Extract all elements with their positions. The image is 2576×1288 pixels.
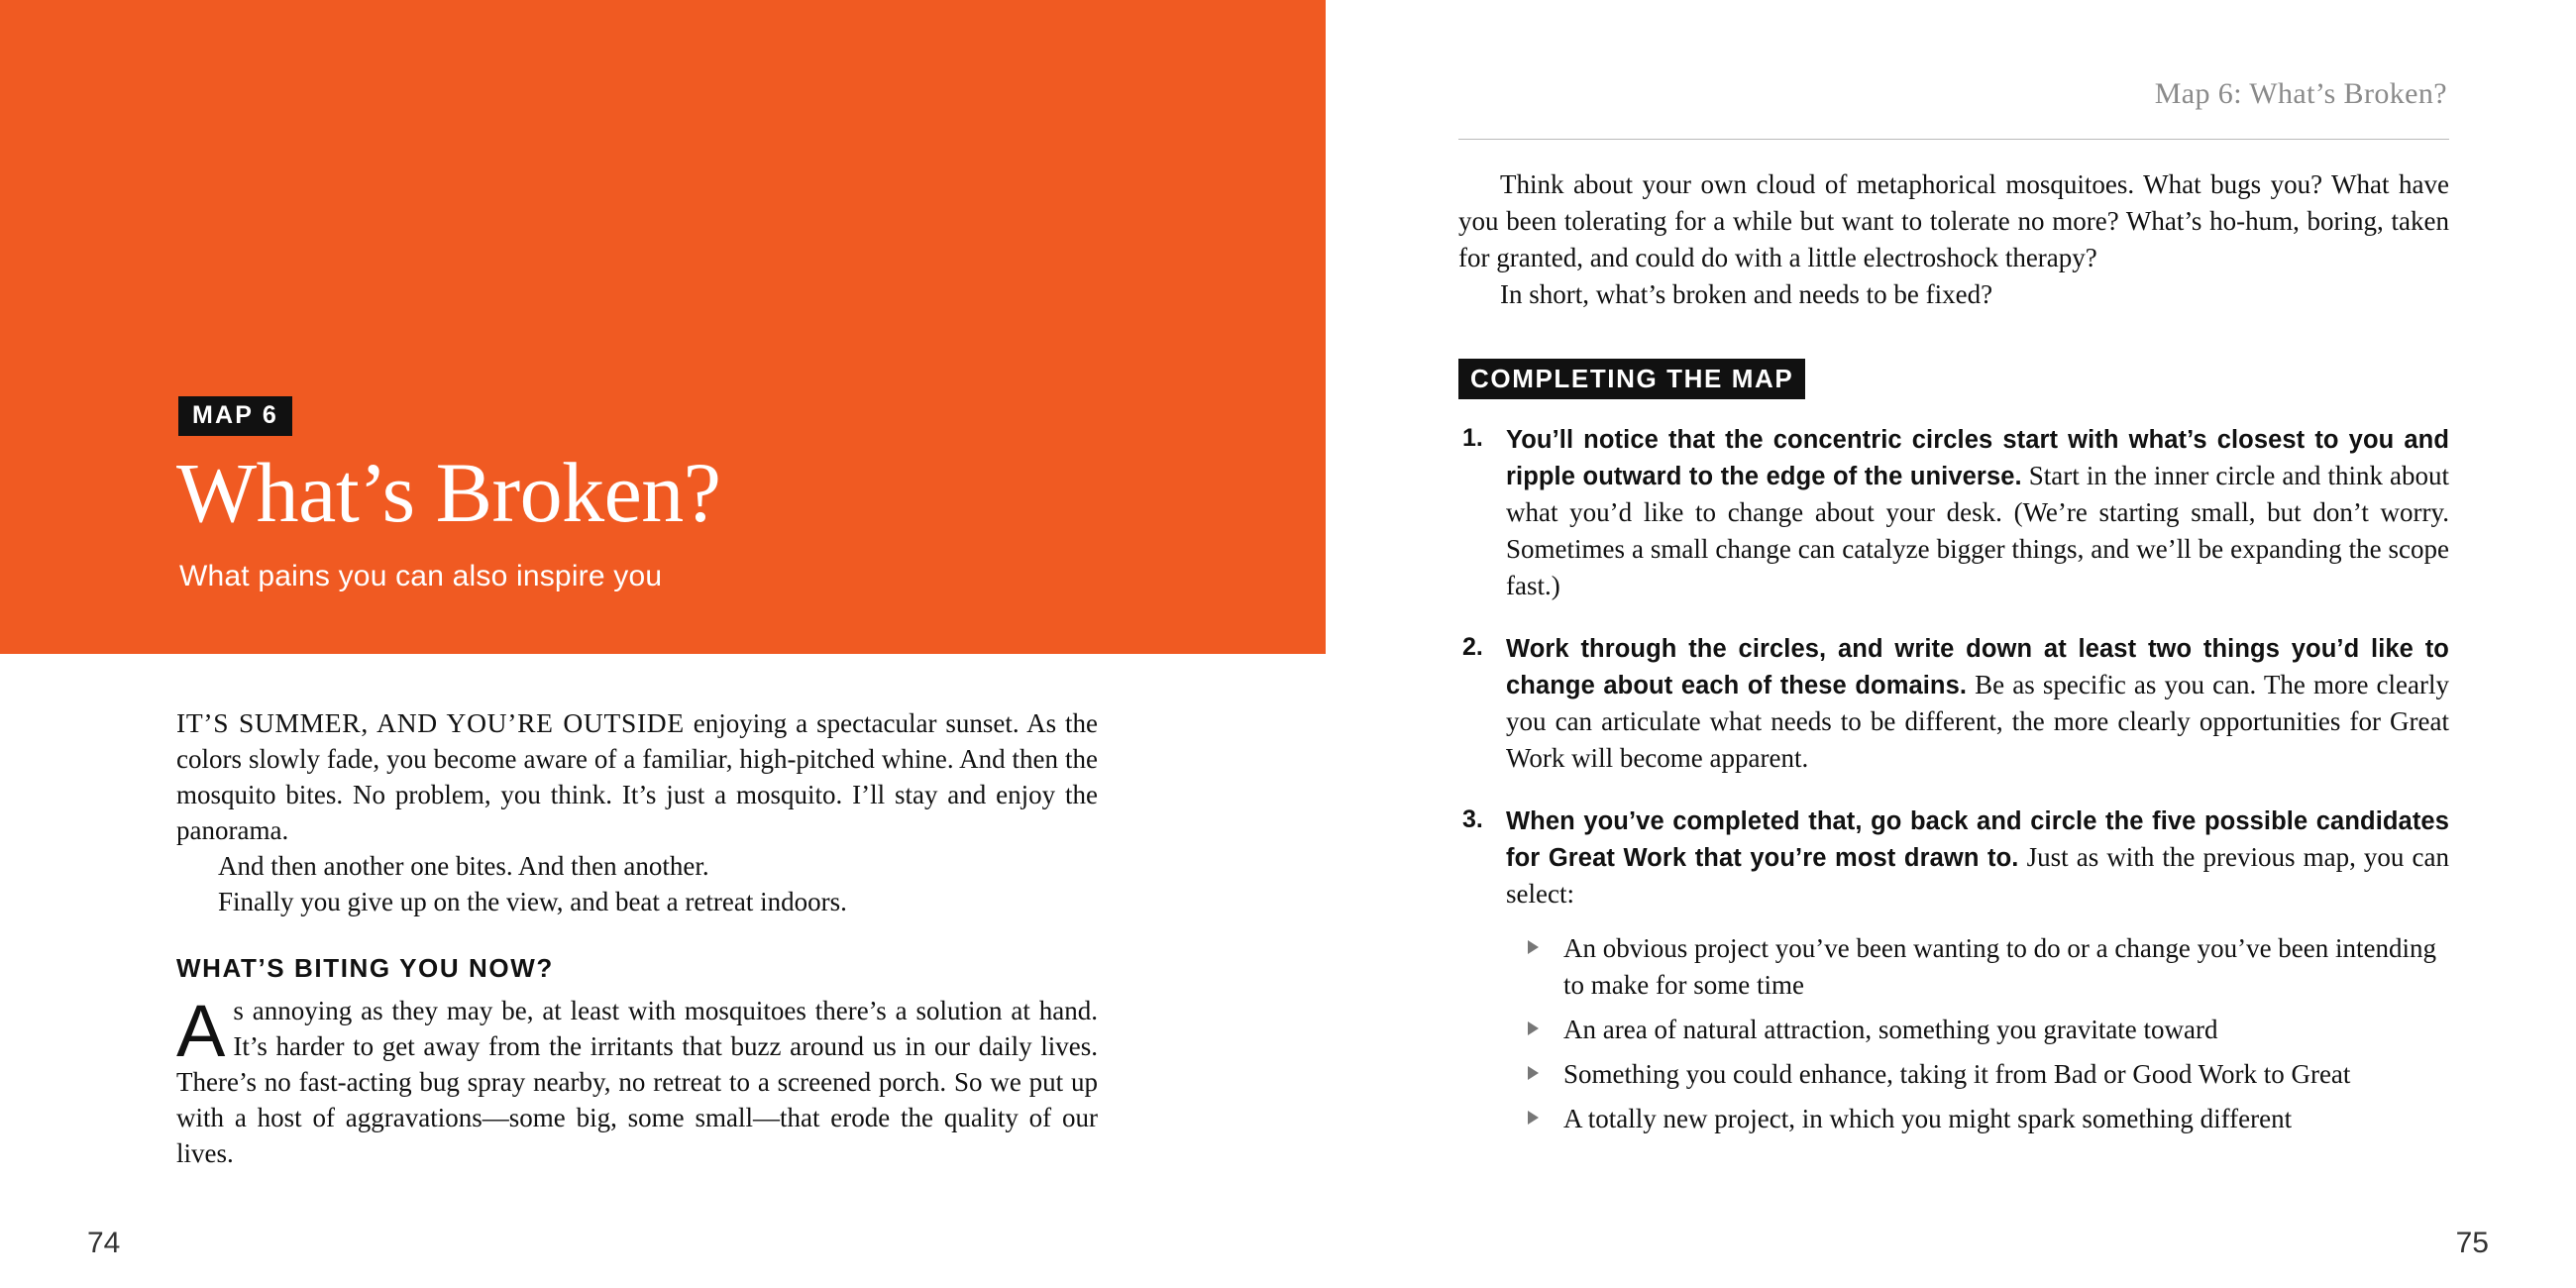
list-item xyxy=(1458,421,2449,604)
bullet-text: Something you could enhance, taking it from Bad or Good Work to Great xyxy=(1563,1058,2351,1089)
chapter-opener-panel xyxy=(0,0,1326,654)
section-heading: WHAT’S BITING YOU NOW? xyxy=(176,953,554,984)
header-rule xyxy=(1458,139,2449,140)
bullet-text: An area of natural attraction, something you gravitate toward xyxy=(1563,1014,2218,1044)
drop-cap: A xyxy=(176,990,226,1073)
list-item xyxy=(1506,930,2449,1004)
list-item xyxy=(1506,1012,2449,1048)
page-title: What’s Broken? xyxy=(176,445,721,540)
opening-rest: enjoying a spectacular sunset. As the colors slowly fade, you become aware of a familiar, high-pitched whine. And then the mosquito bites. No problem, you think. It’s just a mosquito. I’ll stay and enjoy the panorama. xyxy=(176,708,1098,845)
right-page xyxy=(1288,0,2576,1288)
step-text: Start in the inner circle and think about what you’d like to change about your desk. (We’re starting small, but don’t worry. Sometimes a small change can catalyze bigger things, and we’ll be expanding the scope fast.) xyxy=(1506,460,2449,600)
step-number: 3. xyxy=(1462,805,1483,833)
section-heading-completing-the-map: COMPLETING THE MAP xyxy=(1458,359,1805,399)
right-page-body xyxy=(1458,166,2449,1163)
page-number-right: 75 xyxy=(2455,1227,2489,1259)
bullet-text: A totally new project, in which you might spark something different xyxy=(1563,1103,2293,1133)
list-item xyxy=(1458,803,2449,1137)
triangle-bullet-icon xyxy=(1528,1111,1539,1125)
list-item xyxy=(1506,1101,2449,1137)
step-text: Just as with the previous map, you can select: xyxy=(1506,841,2449,909)
triangle-bullet-icon xyxy=(1528,1066,1539,1080)
triangle-bullet-icon xyxy=(1528,940,1539,954)
dropcap-paragraph xyxy=(176,990,1098,1172)
body-paragraph: In short, what’s broken and needs to be fixed? xyxy=(1500,278,1993,309)
opening-small-caps: IT’S SUMMER, AND YOU’RE OUTSIDE xyxy=(176,707,685,738)
list-item xyxy=(1506,1056,2449,1093)
bullet-list xyxy=(1506,930,2449,1137)
step-lead: Work through the circles, and write down at least two things you’d like to change about each of these domains. xyxy=(1506,634,2449,699)
body-paragraph: Think about your own cloud of metaphorical mosquitoes. What bugs you? What have you been tolerating for a while but want to tolerate no more? What’s ho-hum, boring, taken for granted, and could do with a little electroshock therapy? xyxy=(1458,169,2449,272)
step-text: Be as specific as you can. The more clearly you can articulate what needs to be different, the more clearly opportunities for Great Work will become apparent. xyxy=(1506,669,2449,773)
bullet-text: An obvious project you’ve been wanting to do or a change you’ve been intending to make for some time xyxy=(1563,932,2437,1000)
opening-paragraph xyxy=(176,705,1098,849)
body-paragraph: And then another one bites. And then another. xyxy=(218,850,709,881)
steps-list xyxy=(1458,421,2449,1137)
page-number-left: 74 xyxy=(87,1227,121,1259)
running-head: Map 6: What’s Broken? xyxy=(2154,77,2447,110)
body-paragraph: Finally you give up on the view, and beat a retreat indoors. xyxy=(218,886,847,916)
step-lead: You’ll notice that the concentric circles start with what’s closest to you and ripple outward to the edge of the universe. xyxy=(1506,425,2449,490)
step-lead: When you’ve completed that, go back and circle the five possible candidates for Great Work that you’re most drawn to. xyxy=(1506,806,2449,872)
dropcap-paragraph-text: s annoying as they may be, at least with mosquitoes there’s a solution at hand. It’s harder to get away from the irritants that buzz around us in our daily lives. There’s no fast-acting bug spray nearby, no retreat to a screened porch. So we put up with a host of aggravations—some big, some small—that erode the quality of our lives. xyxy=(176,996,1098,1169)
step-number: 1. xyxy=(1462,423,1483,452)
map-number-badge: MAP 6 xyxy=(178,396,292,436)
chapter-subtitle: What pains you can also inspire you xyxy=(179,560,663,592)
list-item xyxy=(1458,630,2449,777)
step-number: 2. xyxy=(1462,632,1483,661)
triangle-bullet-icon xyxy=(1528,1021,1539,1035)
left-page-body xyxy=(176,705,1098,1172)
